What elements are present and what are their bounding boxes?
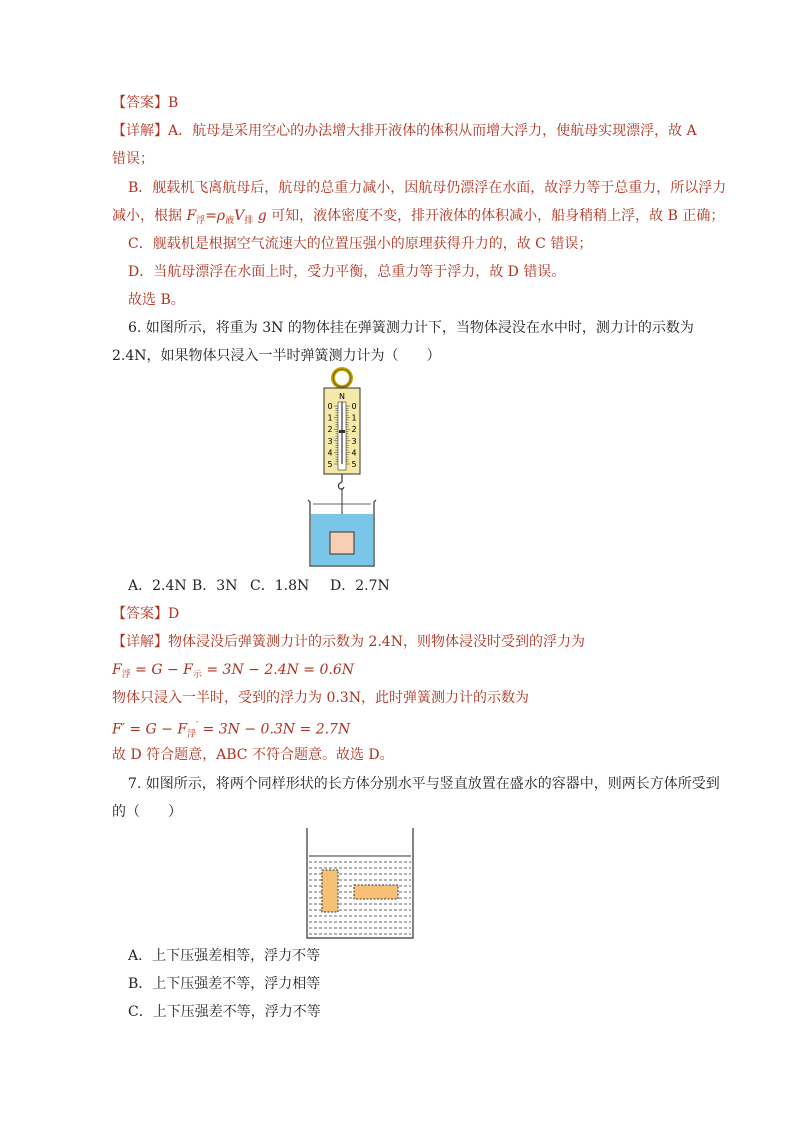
detail-text: A．航母是采用空心的办法增大排开液体的体积从而增大浮力，使航母实现漂浮，故 A [168,123,697,139]
tick-label-r: 1 [351,413,357,423]
sub: 浮 [121,670,131,680]
q7-stem-line2: 的（ ） [112,804,182,820]
eq-end: = 3N − 2.4N = 0.6N [201,662,355,678]
q6-stem-line1: 6. 如图所示，将重为 3N 的物体挂在弹簧测力计下，当物体浸没在水中时，测力计的示数为 [128,320,694,336]
q5-detail-line2: 错误； [112,151,154,167]
sub: 液 [225,216,235,226]
tick-label-l: 1 [327,413,333,423]
tick-label-r: 5 [351,460,357,469]
q6-stem-line2: 2.4N，如果物体只浸入一半时弹簧测力计为（ ） [112,348,441,364]
tick-label-l: 2 [327,425,333,435]
answer-tag: 【答案】 [112,606,168,622]
sub: 示 [192,670,202,680]
q5-detail-line7: 故选 B。 [128,292,185,308]
eq-end: = 3N − 0.3N = 2.7N [198,721,351,738]
tick-label-l: 5 [327,460,333,469]
eq-start: F′ = G − F [112,721,188,738]
tick-label-r: 3 [351,436,357,446]
option-c[interactable]: C．1.8N [250,578,310,594]
v-symbol: V [234,208,245,224]
scale-unit: N [339,392,345,401]
vertical-block [322,870,338,912]
option-d[interactable]: D．2.7N [330,578,390,594]
q5-detail-line1 [112,121,697,141]
spring-scale-figure [300,364,390,574]
text: 可知，液体密度不变，排开液体的体积减小，船身稍稍上浮，故 B 正确； [266,208,725,224]
tick-label-l: 4 [327,448,333,458]
q6-detail-line2: 物体只浸入一半时，受到的浮力为 0.3N，此时弹簧测力计的示数为 [112,690,529,706]
q7-option-c[interactable]: C．上下压强差不等，浮力不等 [128,1004,321,1020]
detail-text: 物体浸没后弹簧测力计的示数为 2.4N，则物体浸没时受到的浮力为 [168,634,585,650]
tick-label-r: 0 [351,402,357,411]
q7-option-a[interactable]: A．上下压强差相等，浮力不等 [128,948,321,964]
sub: 浮 [187,729,197,740]
q7-option-b[interactable]: B．上下压强差不等，浮力相等 [128,976,321,992]
q5-detail-line5: C．舰载机是根据空气流速大的位置压强小的原理获得升力的，故 C 错误； [128,236,593,252]
tick-label-r: 4 [351,448,357,458]
q5-detail-line3: B．舰载机飞离航母后，航母的总重力减小，因航母仍漂浮在水面，故浮力等于总重力，所以浮力 [128,180,727,196]
sub: 浮 [196,216,206,226]
eq-mid: = G − F [130,662,193,678]
sup: ′ [196,721,199,731]
object-block [330,532,354,554]
formula [186,208,266,224]
q7-stem-line1: 7. 如图所示，将两个同样形状的长方体分别水平与竖直放置在盛水的容器中，则两长方体所受到 [128,776,720,792]
eq: =ρ [205,208,226,224]
tick-label-l: 0 [327,402,333,411]
q6-answer-line [112,604,179,624]
g-symbol: g [257,208,267,224]
container-figure [304,828,416,940]
q6-options [128,576,390,596]
answer-tag: 【答案】 [112,95,168,111]
q6-equation1 [112,660,354,685]
answer-value: D [168,606,180,622]
q5-detail-line6: D．当航母漂浮在水面上时，受力平衡，总重力等于浮力，故 D 错误。 [128,264,566,280]
detail-tag: 【详解】 [112,123,168,139]
option-b[interactable]: B．3N [192,578,238,594]
answer-value: B [168,95,179,111]
q6-equation2 [112,716,350,745]
sub: 排 [244,216,254,226]
q6-detail-line1 [112,632,585,652]
text: 减小，根据 [112,208,187,224]
option-a[interactable]: A．2.4N [128,578,187,594]
q6-conclusion: 故 D 符合题意，ABC 不符合题意。故选 D。 [112,747,394,763]
detail-tag: 【详解】 [112,634,168,650]
tick-label-r: 2 [351,425,357,435]
q5-answer-line [112,93,178,113]
horizontal-block [354,885,398,899]
f-symbol: F [112,662,122,678]
q5-detail-line4 [112,206,724,231]
scale-hook [338,482,344,489]
f-symbol: F [186,208,197,224]
tick-label-l: 3 [327,436,333,446]
